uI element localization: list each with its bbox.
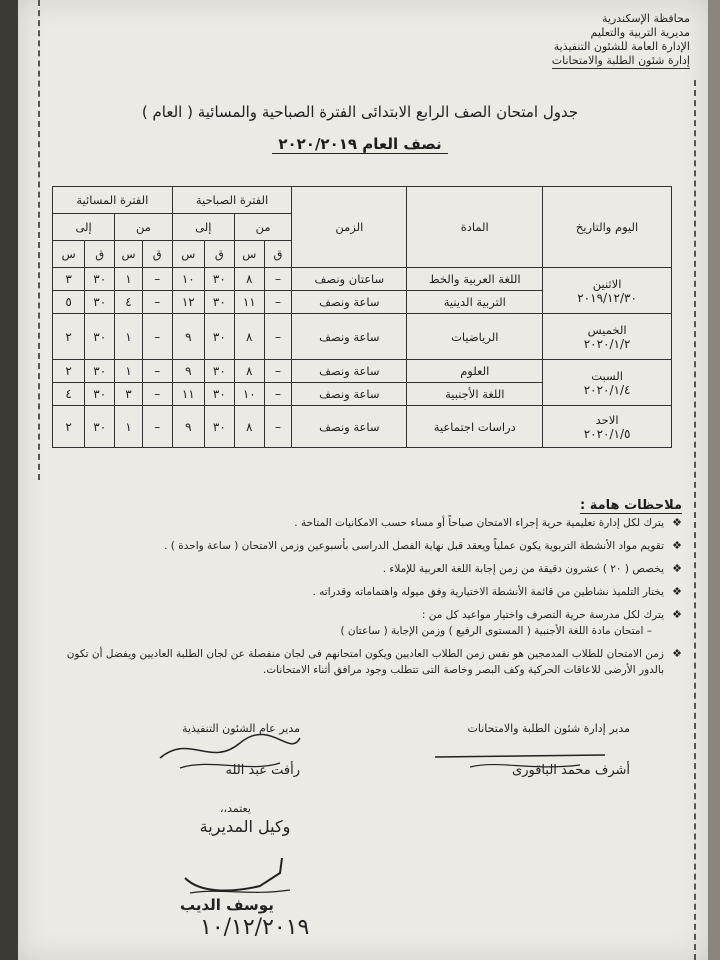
evening-from-min: –	[142, 383, 172, 406]
signatory-name: رأفت عبد الله	[225, 763, 300, 778]
evening-to-min: ٣٠	[85, 268, 115, 291]
note-item	[62, 515, 682, 531]
morning-to-hour: ١٢	[172, 291, 204, 314]
border-dashed-left	[38, 0, 40, 480]
evening-from-min: –	[142, 406, 172, 448]
day-name: السبت	[591, 368, 623, 383]
subject-cell: التربية الدينية	[407, 291, 543, 314]
subtitle-text: نصف العام ٢٠٢٠/٢٠١٩	[272, 135, 447, 154]
note-item	[62, 561, 682, 577]
evening-from-hour: ١	[115, 314, 143, 360]
unit-min: ق	[142, 241, 172, 268]
day-date-cell	[543, 314, 672, 360]
photo-edge-left	[0, 0, 18, 960]
handwritten-date: ١٠/١٢/٢٠١٩	[200, 915, 310, 940]
note-text: زمن الامتحان للطلاب المدمجين هو نفس زمن الطلاب العاديين ويكون امتحانهم فى لجان منفصلة عن لجان الطلبة العاديين ويفضل أن تكون بالدور الأرضى للاعاقات الحركية وكف البصر وخاصة التى تتطلب وجود مرافق أثناء الامتحانات.	[66, 648, 664, 676]
notes-list	[62, 515, 682, 685]
deputy-name: يوسف الديب	[180, 896, 274, 914]
signatory-title: مدير عام الشئون التنفيذية	[182, 722, 300, 735]
unit-hour: س	[172, 241, 204, 268]
note-item	[62, 538, 682, 554]
morning-to-hour: ٩	[172, 406, 204, 448]
evening-from-min: –	[142, 291, 172, 314]
subject-cell: العلوم	[407, 360, 543, 383]
note-text: يختار التلميذ نشاطين من قائمة الأنشطة الاختيارية وفق ميوله واهتماماته وقدراته .	[312, 586, 664, 598]
evening-from-min: –	[142, 314, 172, 360]
subject-cell: الرياضيات	[407, 314, 543, 360]
evening-to-min: ٣٠	[85, 360, 115, 383]
letterhead-line: الإدارة العامة للشئون التنفيذية	[553, 40, 690, 53]
day-date-cell	[543, 268, 672, 314]
morning-from-min: –	[264, 383, 292, 406]
signatory-title: مدير إدارة شئون الطلبة والامتحانات	[467, 722, 630, 735]
header-subject: المادة	[407, 187, 543, 268]
signatory-name: أشرف محمد الباقورى	[512, 763, 630, 778]
exam-schedule-table	[52, 186, 672, 448]
handwritten-signature-deputy	[170, 848, 310, 898]
evening-to-hour: ٣	[53, 268, 85, 291]
letterhead-line: إدارة شئون الطلبة والامتحانات	[551, 54, 690, 67]
header-evening: الفترة المسائية	[53, 187, 173, 214]
diamond-bullet-icon: ❖	[672, 539, 682, 552]
approval-label: يعتمد،،	[220, 802, 251, 815]
morning-from-min: –	[264, 314, 292, 360]
unit-min: ق	[264, 241, 292, 268]
note-text: يترك لكل إدارة تعليمية حرية إجراء الامتحان صباحاً أو مساء حسب الامكانيات المتاحة .	[294, 517, 664, 529]
note-text: يترك لكل مدرسة حرية التصرف واختيار مواعيد كل من :	[421, 609, 664, 621]
evening-to-min: ٣٠	[85, 383, 115, 406]
duration-cell: ساعتان ونصف	[292, 268, 407, 291]
note-text: تقويم مواد الأنشطة التربوية يكون عملياً ويعقد قبل نهاية الفصل الدراسى بأسبوعين وزمن الامتحان ( ساعة واحدة ) .	[164, 540, 664, 552]
evening-to-hour: ٥	[53, 291, 85, 314]
day-name: الخميس	[587, 322, 627, 337]
letterhead-line: محافظة الإسكندرية	[601, 12, 690, 25]
day-name: الاثنين	[592, 276, 622, 291]
photo-edge-right	[708, 0, 720, 960]
letterhead	[510, 12, 690, 69]
diamond-bullet-icon: ❖	[672, 516, 682, 529]
morning-to-min: ٣٠	[204, 291, 234, 314]
morning-to-min: ٣٠	[204, 383, 234, 406]
unit-hour: س	[53, 241, 85, 268]
evening-from-min: –	[142, 268, 172, 291]
evening-to-min: ٣٠	[85, 314, 115, 360]
morning-from-min: –	[264, 360, 292, 383]
morning-to-min: ٣٠	[204, 406, 234, 448]
day-date-cell	[543, 406, 672, 448]
note-item	[62, 607, 682, 639]
morning-from-hour: ١٠	[234, 383, 264, 406]
unit-min: ق	[85, 241, 115, 268]
header-evening-to: إلى	[53, 214, 115, 241]
exam-date: ٢٠١٩/١٢/٣٠	[577, 290, 637, 305]
header-time: الزمن	[292, 187, 407, 268]
evening-to-hour: ٤	[53, 383, 85, 406]
duration-cell: ساعة ونصف	[292, 383, 407, 406]
evening-to-min: ٣٠	[85, 406, 115, 448]
document-title: جدول امتحان الصف الرابع الابتدائى الفترة الصباحية والمسائية ( العام )	[141, 103, 579, 121]
duration-cell: ساعة ونصف	[292, 406, 407, 448]
letterhead-line: مديرية التربية والتعليم	[590, 26, 690, 39]
evening-to-hour: ٢	[53, 360, 85, 383]
morning-from-hour: ١١	[234, 291, 264, 314]
header-morning-to: إلى	[172, 214, 234, 241]
morning-from-hour: ٨	[234, 360, 264, 383]
morning-to-hour: ٩	[172, 314, 204, 360]
diamond-bullet-icon: ❖	[672, 585, 682, 598]
diamond-bullet-icon: ❖	[672, 608, 682, 621]
exam-date: ٢٠٢٠/١/٤	[583, 382, 631, 397]
header-day-date: اليوم والتاريخ	[543, 187, 672, 268]
deputy-title: وكيل المديرية	[199, 817, 291, 836]
duration-cell: ساعة ونصف	[292, 360, 407, 383]
morning-from-min: –	[264, 291, 292, 314]
document-subtitle	[60, 135, 660, 153]
evening-to-hour: ٢	[53, 314, 85, 360]
notes-heading: ملاحظات هامة :	[580, 498, 682, 513]
subject-cell: اللغة العربية والخط	[407, 268, 543, 291]
evening-to-min: ٣٠	[85, 291, 115, 314]
diamond-bullet-icon: ❖	[672, 562, 682, 575]
header-morning: الفترة الصباحية	[172, 187, 292, 214]
header-morning-from: من	[234, 214, 292, 241]
subject-cell: دراسات اجتماعية	[407, 406, 543, 448]
unit-hour: س	[115, 241, 143, 268]
duration-cell: ساعة ونصف	[292, 314, 407, 360]
note-subitem: – امتحان مادة اللغة الأجنبية ( المستوى الرفيع ) وزمن الإجابة ( ساعتان )	[340, 625, 652, 637]
morning-to-min: ٣٠	[204, 360, 234, 383]
handwritten-signature-right	[430, 745, 610, 775]
duration-cell: ساعة ونصف	[292, 291, 407, 314]
morning-to-hour: ١٠	[172, 268, 204, 291]
morning-to-hour: ٩	[172, 360, 204, 383]
evening-from-hour: ١	[115, 268, 143, 291]
unit-hour: س	[234, 241, 264, 268]
border-dashed-right	[694, 80, 696, 960]
morning-from-hour: ٨	[234, 406, 264, 448]
morning-from-min: –	[264, 268, 292, 291]
unit-min: ق	[204, 241, 234, 268]
subject-cell: اللغة الأجنبية	[407, 383, 543, 406]
note-item	[62, 646, 682, 678]
evening-from-hour: ٣	[115, 383, 143, 406]
morning-from-hour: ٨	[234, 268, 264, 291]
header-evening-from: من	[115, 214, 173, 241]
morning-to-min: ٣٠	[204, 314, 234, 360]
day-date-cell	[543, 360, 672, 406]
morning-from-hour: ٨	[234, 314, 264, 360]
exam-date: ٢٠٢٠/١/٢	[583, 336, 631, 351]
note-item	[62, 584, 682, 600]
evening-from-hour: ٤	[115, 291, 143, 314]
evening-from-hour: ١	[115, 360, 143, 383]
evening-to-hour: ٢	[53, 406, 85, 448]
note-subitem-text: امتحان مادة اللغة الأجنبية ( المستوى الرفيع ) وزمن الإجابة ( ساعتان )	[340, 625, 644, 637]
morning-to-min: ٣٠	[204, 268, 234, 291]
evening-from-min: –	[142, 360, 172, 383]
morning-from-min: –	[264, 406, 292, 448]
morning-to-hour: ١١	[172, 383, 204, 406]
evening-from-hour: ١	[115, 406, 143, 448]
exam-date: ٢٠٢٠/١/٥	[583, 426, 631, 441]
diamond-bullet-icon: ❖	[672, 647, 682, 660]
note-text: يخصص ( ٢٠ ) عشرون دقيقة من زمن إجابة اللغة العربية للإملاء .	[382, 563, 664, 575]
handwritten-signature-left	[150, 728, 310, 778]
day-name: الاحد	[595, 412, 619, 427]
